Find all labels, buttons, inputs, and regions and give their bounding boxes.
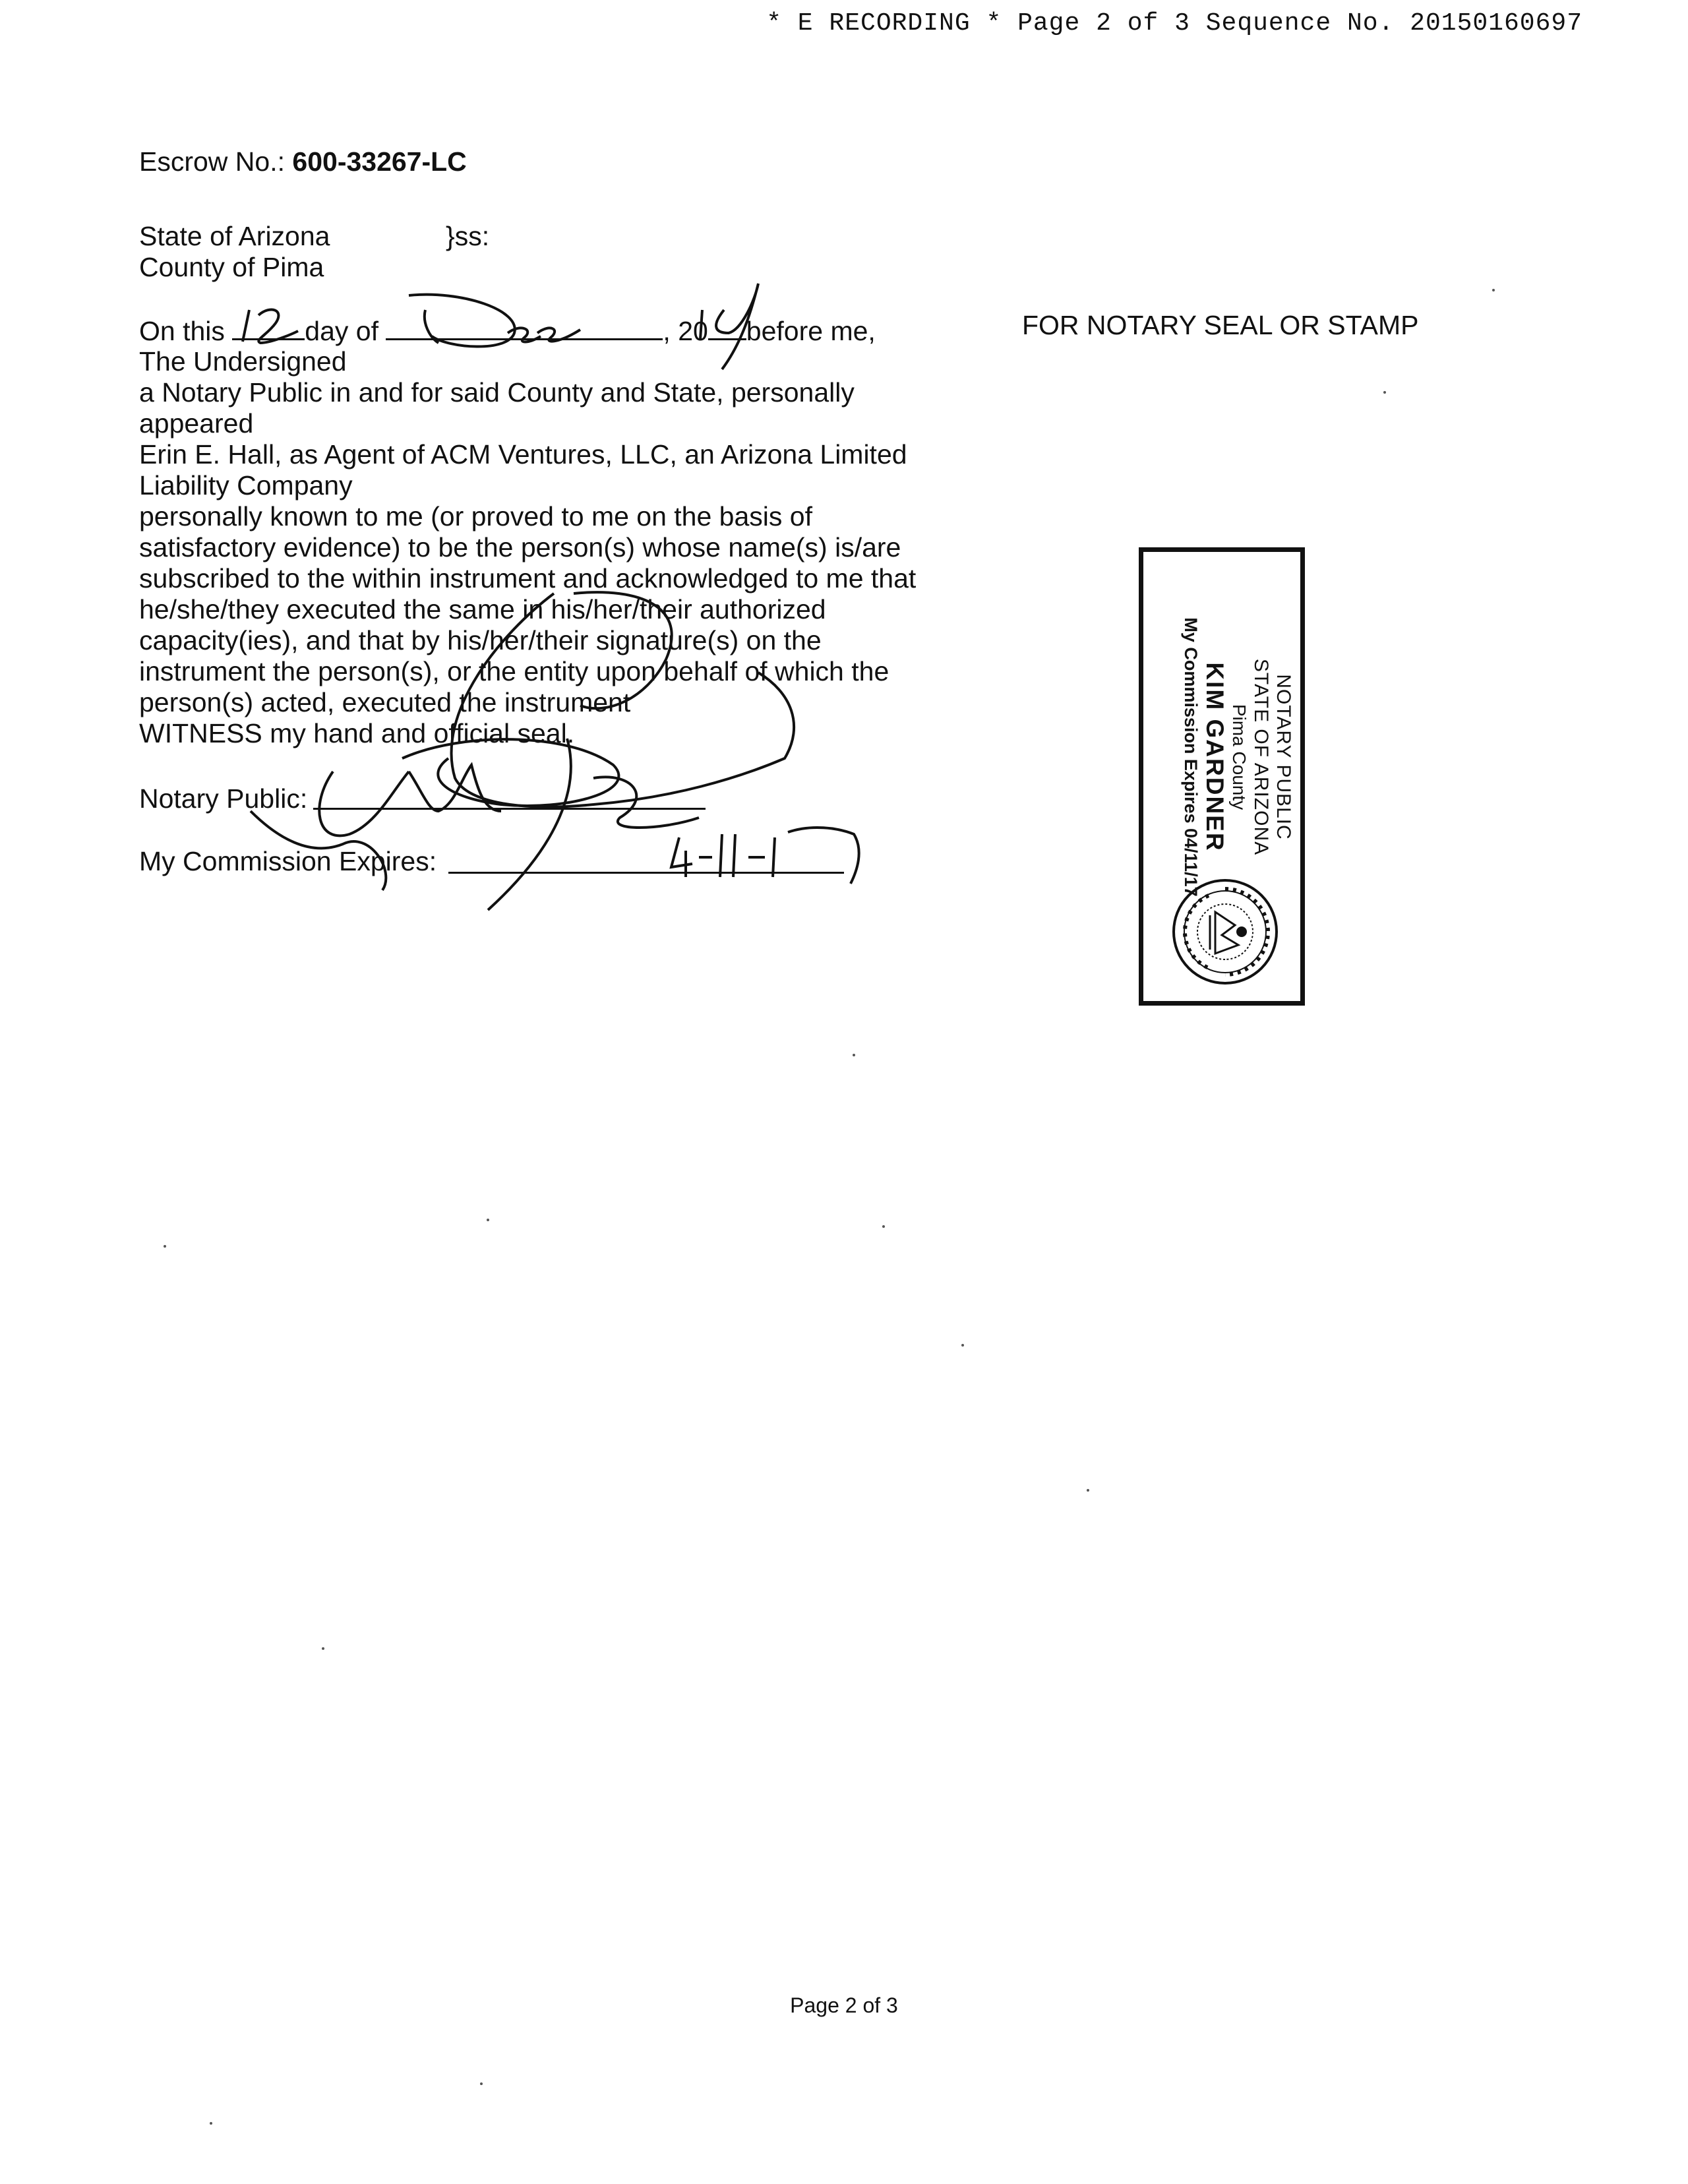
recording-banner: * E RECORDING * Page 2 of 3 Sequence No. 20150160697 (766, 9, 1582, 38)
on-this-label: On this (139, 316, 225, 346)
notary-public-label: Notary Public: (139, 783, 308, 814)
ack-line: instrument the person(s), or the entity upon behalf of which the (139, 656, 889, 686)
acknowledgment-paragraph (139, 346, 957, 749)
notary-stamp-text-block (1143, 592, 1301, 922)
venue-county: County of Pima (139, 252, 324, 282)
ack-line: he/she/they executed the same in his/her/their authorized (139, 594, 826, 624)
acknowledgment-date-line (139, 315, 876, 347)
day-of-label: day of (305, 316, 378, 346)
notary-signature-rule (313, 808, 706, 810)
before-me-label: before me, (746, 316, 876, 346)
handwritten-commission-date (671, 828, 859, 884)
ack-line: Liability Company (139, 470, 353, 501)
escrow-number: 600-33267-LC (292, 146, 467, 177)
venue-state: State of Arizona (139, 221, 330, 251)
ack-line: subscribed to the within instrument and acknowledged to me that (139, 563, 917, 593)
state-seal-icon (1169, 876, 1281, 988)
stamp-line-notary-public: NOTARY PUBLIC (1273, 673, 1294, 840)
page-number: Page 2 of 3 (790, 1993, 898, 2017)
escrow-line (139, 146, 467, 177)
year-prefix-label: , 20 (663, 316, 708, 346)
ack-line: The Undersigned (139, 346, 347, 377)
commission-expires-label: My Commission Expires: (139, 846, 437, 876)
notary-stamp-rotated-content (1143, 592, 1301, 961)
notary-seal-area-label: FOR NOTARY SEAL OR STAMP (1022, 310, 1419, 340)
stamp-line-notary-name: KIM GARDNER (1201, 661, 1228, 852)
ack-line: capacity(ies), and that by his/her/their signature(s) on the (139, 625, 822, 655)
ack-line: a Notary Public in and for said County and State, personally (139, 377, 855, 408)
ack-line: Erin E. Hall, as Agent of ACM Ventures, LLC, an Arizona Limited (139, 439, 907, 470)
stamp-line-state: STATE OF ARIZONA (1250, 658, 1272, 855)
ack-line: personally known to me (or proved to me on the basis of (139, 501, 812, 531)
stamp-line-county: Pima County (1229, 704, 1250, 810)
commission-expires-rule (448, 872, 844, 874)
ack-line: person(s) acted, executed the instrument (139, 687, 631, 717)
ack-line: appeared (139, 408, 254, 439)
day-blank (232, 315, 305, 340)
notary-stamp (1139, 547, 1305, 1006)
escrow-label: Escrow No.: (139, 146, 285, 177)
ack-line: WITNESS my hand and official seal. (139, 718, 575, 748)
ack-line: satisfactory evidence) to be the person(s) whose name(s) is/are (139, 532, 901, 562)
month-blank (386, 315, 663, 340)
stamp-line-commission: My Commission Expires 04/11/17 (1181, 617, 1201, 897)
venue-ss: }ss: (446, 221, 490, 251)
year-blank (708, 315, 746, 340)
